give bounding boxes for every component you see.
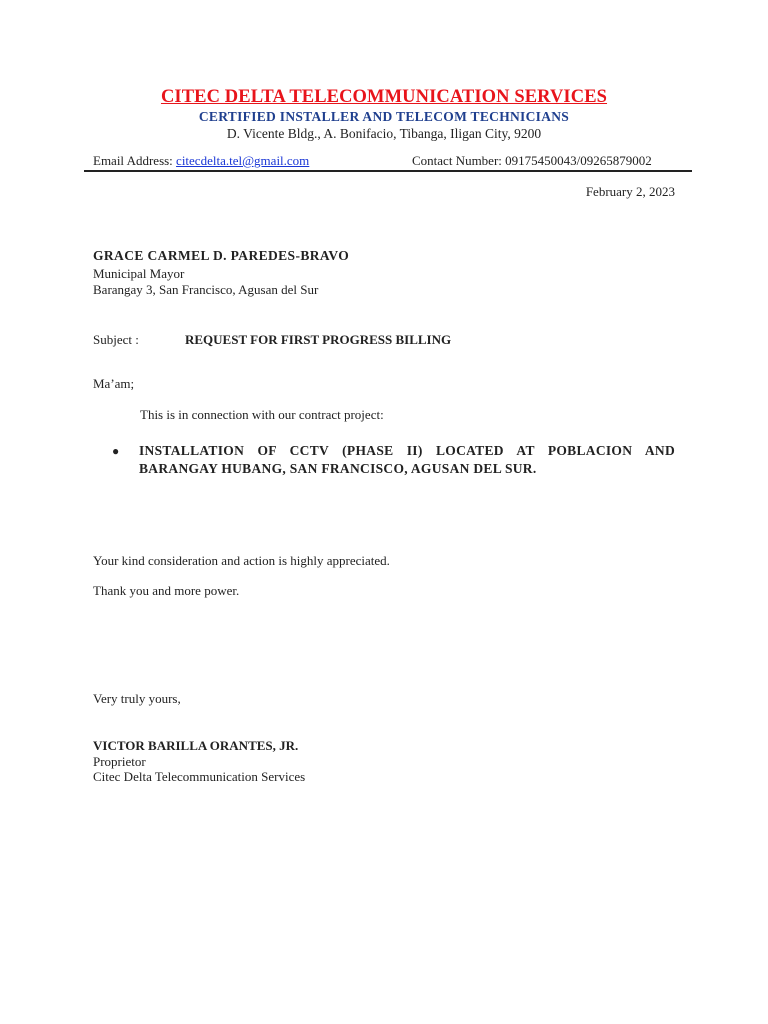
bullet-icon: ● xyxy=(112,444,120,458)
company-address: D. Vicente Bldg., A. Bonifacio, Tibanga, Iligan City, 9200 xyxy=(226,126,542,141)
letter-date: February 2, 2023 xyxy=(585,184,675,199)
salutation: Ma’am; xyxy=(93,376,135,391)
company-name: CITEC DELTA TELECOMMUNICATION SERVICES xyxy=(160,87,608,107)
project-list-item xyxy=(112,442,675,478)
thanks-paragraph: Thank you and more power. xyxy=(93,583,240,598)
company-tagline: CERTIFIED INSTALLER AND TELECOM TECHNICIANS xyxy=(198,109,570,124)
contact-number: Contact Number: 09175450043/09265879002 xyxy=(412,153,652,168)
signature-block xyxy=(93,738,305,785)
closing-paragraph: Your kind consideration and action is highly appreciated. xyxy=(93,553,390,568)
subject-label: Subject : xyxy=(93,332,139,347)
subject-text: REQUEST FOR FIRST PROGRESS BILLING xyxy=(185,332,452,347)
recipient-title: Municipal Mayor xyxy=(93,266,185,281)
letterhead xyxy=(0,86,768,142)
contact-row xyxy=(93,153,675,169)
recipient-name: GRACE CARMEL D. PAREDES-BRAVO xyxy=(93,248,350,263)
signatory-title: Proprietor xyxy=(93,753,146,769)
subject-line xyxy=(93,332,675,348)
intro-paragraph: This is in connection with our contract project: xyxy=(140,407,384,422)
email-link[interactable]: citecdelta.tel@gmail.com xyxy=(176,153,310,168)
email-label: Email Address: xyxy=(93,153,177,168)
recipient-block xyxy=(93,248,349,298)
valediction: Very truly yours, xyxy=(93,691,181,706)
signatory-name: VICTOR BARILLA ORANTES, JR. xyxy=(93,738,299,753)
project-description: INSTALLATION OF CCTV (PHASE II) LOCATED AT POBLACION AND BARANGAY HUBANG, SAN FRANCISCO, AGUSAN DEL SUR. xyxy=(139,443,675,476)
letterhead-divider xyxy=(84,170,692,172)
recipient-address: Barangay 3, San Francisco, Agusan del Sur xyxy=(93,282,319,297)
signatory-company: Citec Delta Telecommunication Services xyxy=(93,769,306,784)
